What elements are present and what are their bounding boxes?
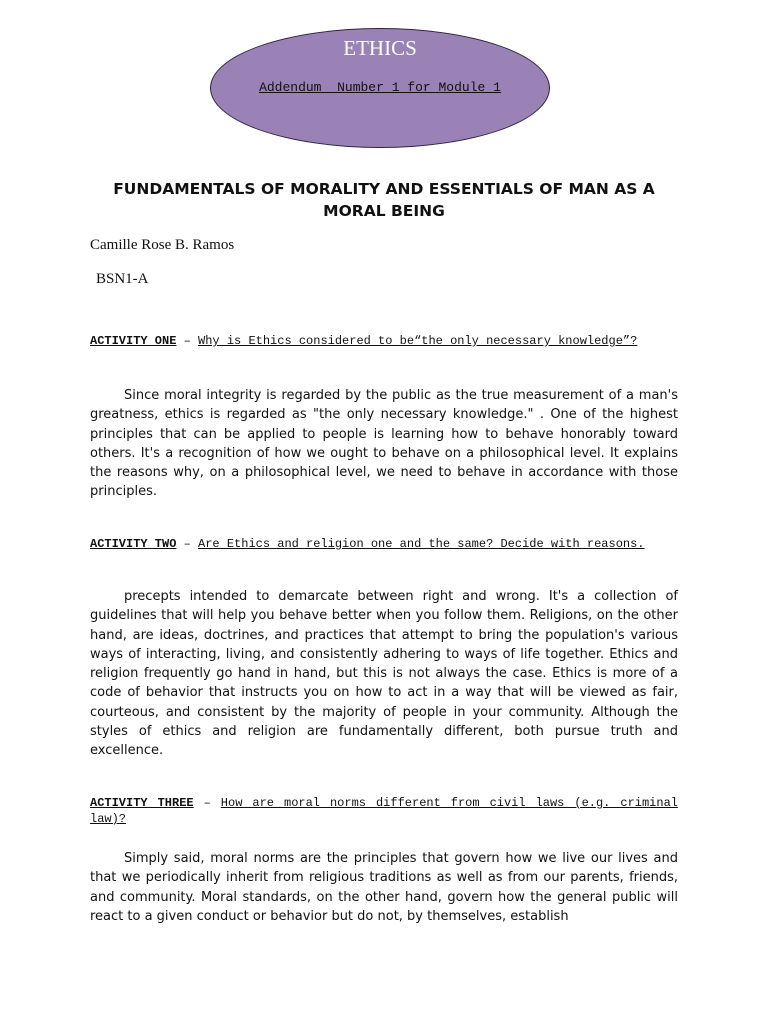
activity-three-answer: Simply said, moral norms are the principles that govern how we live our lives and that we periodically inherit from religious traditions as well as from our parents, friends, and community. Moral standards, on the other hand, govern how the general public will react to a given conduct or behavior but do not, by themselves, establish xyxy=(90,851,678,924)
activity-three-heading xyxy=(90,795,678,827)
activity-one-heading xyxy=(90,333,678,349)
author-name: Camille Rose B. Ramos xyxy=(90,237,235,253)
activity-two-answer: precepts intended to demarcate between right and wrong. It's a collection of guidelines that will help you behave better when you follow them. Religions, on the other hand, are ideas, doctrines, and practices that attempt to bring the population's various ways of interacting, living, and consistently adhering to ways of life together. Ethics and religion frequently go hand in hand, but this is not always the case. Ethics is more of a code of behavior that instructs you on how to act in a way that will be viewed as fair, courteous, and consistent by the majority of people in your community. Although the styles of ethics and religion are fundamentally different, both pursue truth and excellence. xyxy=(90,589,678,759)
activity-separator: – xyxy=(193,796,221,810)
header-subtitle: Addendum Number 1 for Module 1 xyxy=(259,80,501,95)
activity-separator: – xyxy=(176,537,199,551)
activity-question: How are moral norms different from civil laws (e.g. criminal law)? xyxy=(90,796,678,826)
activity-question: Why is Ethics considered to be“the only necessary knowledge”? xyxy=(198,334,638,348)
activity-label: ACTIVITY THREE xyxy=(90,796,194,810)
activity-separator: – xyxy=(176,334,199,348)
activity-question: Are Ethics and religion one and the same? Decide with reasons. xyxy=(198,537,645,551)
activity-label: ACTIVITY ONE xyxy=(90,334,177,348)
document-title: FUNDAMENTALS OF MORALITY AND ESSENTIALS OF MAN AS A MORAL BEING xyxy=(113,180,655,220)
activity-two-heading xyxy=(90,536,678,552)
activity-label: ACTIVITY TWO xyxy=(90,537,177,551)
header-title: ETHICS xyxy=(343,36,417,60)
activity-one-answer: Since moral integrity is regarded by the public as the true measurement of a man's greatness, ethics is regarded as "the only necessary knowledge." . One of the highest principles that can be applied to people is learning how to behave honorably toward others. It's a recognition of how we ought to behave on a philosophical level. It explains the reasons why, on a philosophical level, we need to behave in accordance with those principles. xyxy=(90,388,678,500)
section-code: BSN1-A xyxy=(96,271,149,287)
